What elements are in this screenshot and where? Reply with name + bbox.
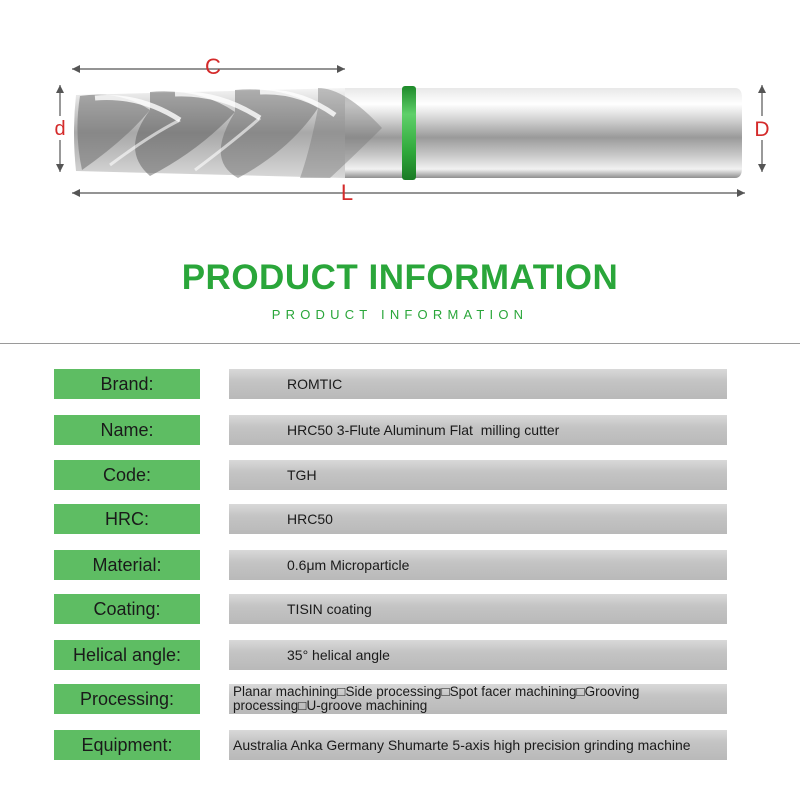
spec-value: 35° helical angle xyxy=(229,640,727,670)
spec-value: ROMTIC xyxy=(229,369,727,399)
spec-value: TGH xyxy=(229,460,727,490)
spec-row-name xyxy=(0,414,800,446)
spec-row-brand xyxy=(0,368,800,400)
dimension-l xyxy=(72,189,745,197)
spec-row-coating xyxy=(0,593,800,625)
spec-label: Code: xyxy=(54,460,200,490)
spec-row-processing xyxy=(0,683,800,715)
spec-value: Australia Anka Germany Shumarte 5-axis high precision grinding machine xyxy=(229,730,727,760)
spec-label: Material: xyxy=(54,550,200,580)
dimension-l-label: L xyxy=(340,180,354,205)
section-title: PRODUCT INFORMATION xyxy=(181,258,619,297)
spec-label: HRC: xyxy=(54,504,200,534)
spec-label: Equipment: xyxy=(54,730,200,760)
spec-label: Brand: xyxy=(54,369,200,399)
end-mill-diagram xyxy=(0,0,800,220)
spec-value: HRC50 xyxy=(229,504,727,534)
spec-row-code xyxy=(0,459,800,491)
spec-value: HRC50 3-Flute Aluminum Flat milling cutter xyxy=(229,415,727,445)
spec-label: Coating: xyxy=(54,594,200,624)
spec-row-equipment xyxy=(0,729,800,761)
dimension-c-label: C xyxy=(205,54,221,79)
spec-label: Name: xyxy=(54,415,200,445)
spec-row-hrc xyxy=(0,503,800,535)
spec-value: TISIN coating xyxy=(229,594,727,624)
section-subtitle: PRODUCT INFORMATION xyxy=(271,307,529,322)
spec-row-material xyxy=(0,549,800,581)
spec-label: Processing: xyxy=(54,684,200,714)
spec-label: Helical angle: xyxy=(54,640,200,670)
dimension-d-large-label: D xyxy=(754,118,770,141)
spec-value: 0.6μm Microparticle xyxy=(229,550,727,580)
green-ring xyxy=(402,86,416,180)
spec-value: Planar machining□Side processing□Spot facer machining□Grooving processing□U-groove machining xyxy=(229,684,727,714)
divider xyxy=(0,343,800,344)
dimension-d-small-label: d xyxy=(54,118,66,140)
spec-row-helical-angle xyxy=(0,639,800,671)
